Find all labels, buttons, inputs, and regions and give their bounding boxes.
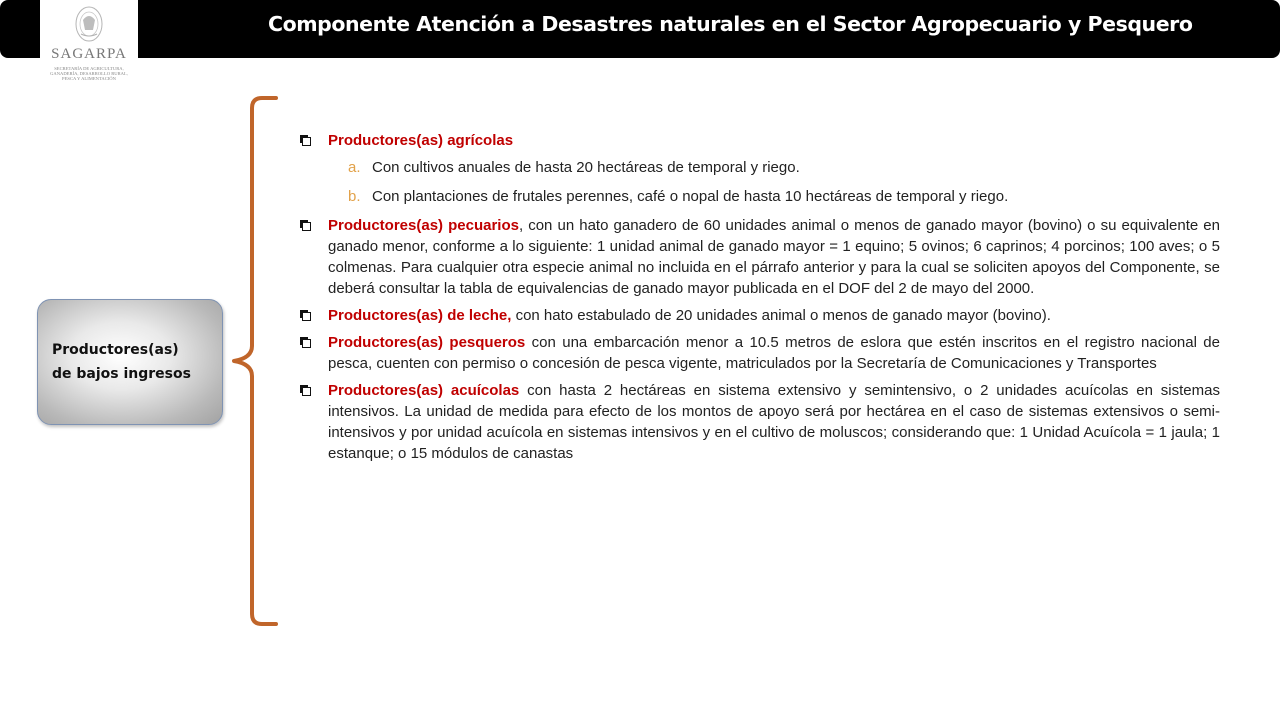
group-box — [37, 299, 223, 425]
group-label — [52, 338, 212, 386]
item-heading: Productores(as) pecuarios — [328, 217, 519, 234]
checkbox-bullet-icon — [300, 337, 311, 348]
curly-bracket — [228, 96, 280, 626]
list-item-agricolas — [298, 130, 1220, 207]
checkbox-bullet-icon — [300, 220, 311, 231]
item-text: , con un hato ganadero de 60 unidades animal o menos de ganado mayor (bovino) o su equivalente en ganado menor, conforme a lo siguiente: 1 unidad animal de ganado mayor = 1 equino; 5 ovinos; 6 caprinos; 4 porcinos; 100 aves; o 5 colmenas. Para cualquier otra especie animal no incluida en el párrafo anterior y para la cual se soliciten apoyos del Componente, se deberá consultar la tabla de equivalencias de ganado mayor publicada en el DOF del 2 de mayo del 2000. — [328, 217, 1220, 297]
page-title: Componente Atención a Desastres naturales en el Sector Agropecuario y Pesquero — [268, 12, 1193, 36]
item-heading: Productores(as) agrícolas — [328, 132, 514, 149]
sagarpa-logo — [40, 0, 138, 92]
list-item-acuicolas — [298, 380, 1220, 464]
list-item-leche — [298, 305, 1220, 326]
eagle-seal-icon — [73, 4, 105, 44]
checkbox-bullet-icon — [300, 385, 311, 396]
sub-item-b — [328, 186, 1220, 207]
group-label-line2: de bajos ingresos — [52, 366, 191, 382]
item-text: con hato estabulado de 20 unidades animal o menos de ganado mayor (bovino). — [511, 307, 1051, 324]
item-heading: Productores(as) de leche, — [328, 307, 512, 324]
sub-letter: a. — [348, 159, 361, 176]
item-text: con una embarcación menor a 10.5 metros de eslora que estén inscritos en el registro nacional de pesca, cuenten con permiso o concesión de pesca vigente, matriculados por la Secretaría de Comunicaciones y Transportes — [328, 334, 1220, 372]
sub-text: Con plantaciones de frutales perennes, café o nopal de hasta 10 hectáreas de temporal y riego. — [372, 188, 1009, 205]
checkbox-bullet-icon — [300, 135, 311, 146]
sub-item-a — [328, 157, 1220, 178]
list-item-pecuarios — [298, 215, 1220, 299]
checkbox-bullet-icon — [300, 310, 311, 321]
title-bar — [0, 0, 1280, 58]
item-heading: Productores(as) pesqueros — [328, 334, 526, 351]
sub-text: Con cultivos anuales de hasta 20 hectáreas de temporal y riego. — [372, 159, 800, 176]
group-label-line1: Productores(as) — [52, 342, 179, 358]
logo-subtitle: SECRETARÍA DE AGRICULTURA, GANADERÍA, DESARROLLO RURAL, PESCA Y ALIMENTACIÓN — [50, 66, 128, 82]
list-item-pesqueros — [298, 332, 1220, 374]
logo-wordmark: SAGARPA — [51, 46, 127, 62]
item-text: con hasta 2 hectáreas en sistema extensivo y semintensivo, o 2 unidades acuícolas en sistemas intensivos. La unidad de medida para efecto de los montos de apoyo será por hectárea en el caso de sistemas extensivos o semi-intensivos y por unidad acuícola en sistemas intensivos y en el cultivo de moluscos; considerando que: 1 Unidad Acuícola = 1 jaula; 1 estanque; o 15 módulos de canastas — [328, 382, 1220, 462]
item-heading: Productores(as) acuícolas — [328, 382, 520, 399]
content-list — [298, 130, 1220, 470]
sub-letter: b. — [348, 188, 361, 205]
